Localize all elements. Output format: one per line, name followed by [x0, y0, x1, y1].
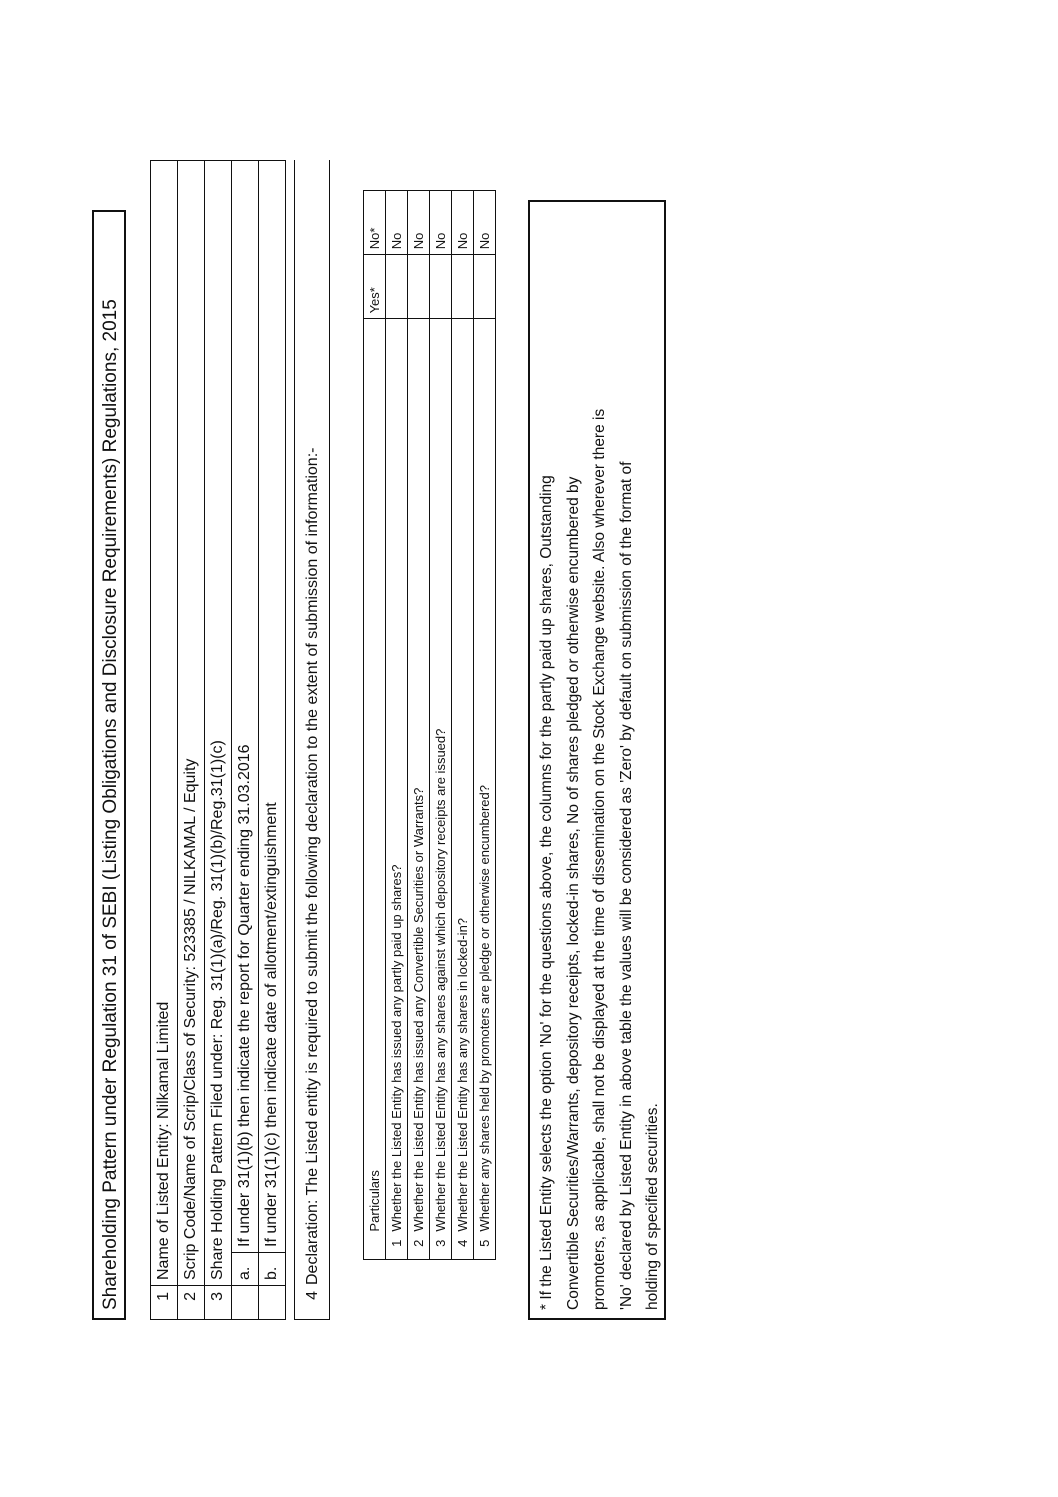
row-yes-value	[474, 255, 496, 319]
info-row	[178, 161, 205, 1320]
particulars-header-spacer	[364, 1237, 386, 1260]
no-header: No*	[364, 191, 386, 255]
info-sub-spacer	[232, 1286, 259, 1320]
declaration-row	[294, 160, 330, 1320]
info-sub-text: If under 31(1)(b) then indicate the report for Quarter ending 31.03.2016	[232, 161, 259, 1253]
row-no-value: No	[474, 191, 496, 255]
yes-header: Yes*	[364, 255, 386, 319]
row-number: 2	[408, 1237, 430, 1260]
info-row-text: Share Holding Pattern Filed under: Reg. 31(1)(a)/Reg. 31(1)(b)/Reg.31(1)(c)	[205, 161, 232, 1286]
row-yes-value	[452, 255, 474, 319]
declaration-number: 4	[304, 1291, 321, 1300]
particulars-header-row	[364, 191, 386, 1260]
info-sub-text: If under 31(1)(c) then indicate date of allotment/extinguishment	[259, 161, 286, 1253]
row-no-value: No	[430, 191, 452, 255]
row-question: Whether the Listed Entity has any shares in locked-in?	[452, 319, 474, 1237]
row-question: Whether the Listed Entity has issued any Convertible Securities or Warrants?	[408, 319, 430, 1237]
particulars-header: Particulars	[364, 319, 386, 1237]
table-row	[474, 191, 496, 1260]
info-row-text: Scrip Code/Name of Scrip/Class of Security: 523385 / NILKAMAL / Equity	[178, 161, 205, 1286]
info-sub-row	[259, 161, 286, 1320]
row-no-value: No	[452, 191, 474, 255]
table-row	[408, 191, 430, 1260]
footnote-line: promoters, as applicable, shall not be displayed at the time of dissemination on the Stock Exchange website. Also wherever there is	[591, 408, 608, 1310]
info-sub-spacer	[259, 1286, 286, 1320]
row-yes-value	[430, 255, 452, 319]
row-no-value: No	[386, 191, 408, 255]
footnote-line: * If the Listed Entity selects the option 'No' for the questions above, the columns for the partly paid up shares, Outstanding	[538, 475, 555, 1310]
footnote-box	[528, 200, 666, 1320]
table-row	[452, 191, 474, 1260]
info-sub-row	[232, 161, 259, 1320]
row-yes-value	[408, 255, 430, 319]
table-row	[386, 191, 408, 1260]
info-row-number: 3	[205, 1286, 232, 1320]
info-sub-label: b.	[259, 1253, 286, 1286]
row-question: Whether the Listed Entity has any shares against which depository receipts are issued?	[430, 319, 452, 1237]
table-row	[430, 191, 452, 1260]
footnote-line: holding of specified securities.	[644, 1103, 661, 1310]
declaration-text: Declaration: The Listed entity is required to submit the following declaration to the extent of submission of information:-	[304, 447, 321, 1285]
info-row	[205, 161, 232, 1320]
row-number: 5	[474, 1237, 496, 1260]
row-yes-value	[386, 255, 408, 319]
footnote-line: 'No' declared by Listed Entity in above table the values will be considered as 'Zero' by default on submission of the format of	[617, 461, 635, 1310]
row-number: 4	[452, 1237, 474, 1260]
entity-info-table	[150, 160, 286, 1320]
row-no-value: No	[408, 191, 430, 255]
info-row-text: Name of Listed Entity: Nilkamal Limited	[151, 161, 178, 1286]
document-title: Shareholding Pattern under Regulation 31 of SEBI (Listing Obligations and Disclosure Requirements) Regulations, 2015	[92, 210, 126, 1320]
row-question: Whether any shares held by promoters are pledge or otherwise encumbered?	[474, 319, 496, 1237]
info-row	[151, 161, 178, 1320]
row-number: 3	[430, 1237, 452, 1260]
info-sub-label: a.	[232, 1253, 259, 1286]
rotated-document	[30, 30, 1030, 1470]
footnote-line: Convertible Securities/Warrants, depository receipts, locked-in shares, No of shares pledged or otherwise encumbered by	[564, 476, 582, 1310]
row-question: Whether the Listed Entity has issued any partly paid up shares?	[386, 319, 408, 1237]
info-row-number: 2	[178, 1286, 205, 1320]
particulars-table	[363, 190, 496, 1260]
row-number: 1	[386, 1237, 408, 1260]
info-row-number: 1	[151, 1286, 178, 1320]
